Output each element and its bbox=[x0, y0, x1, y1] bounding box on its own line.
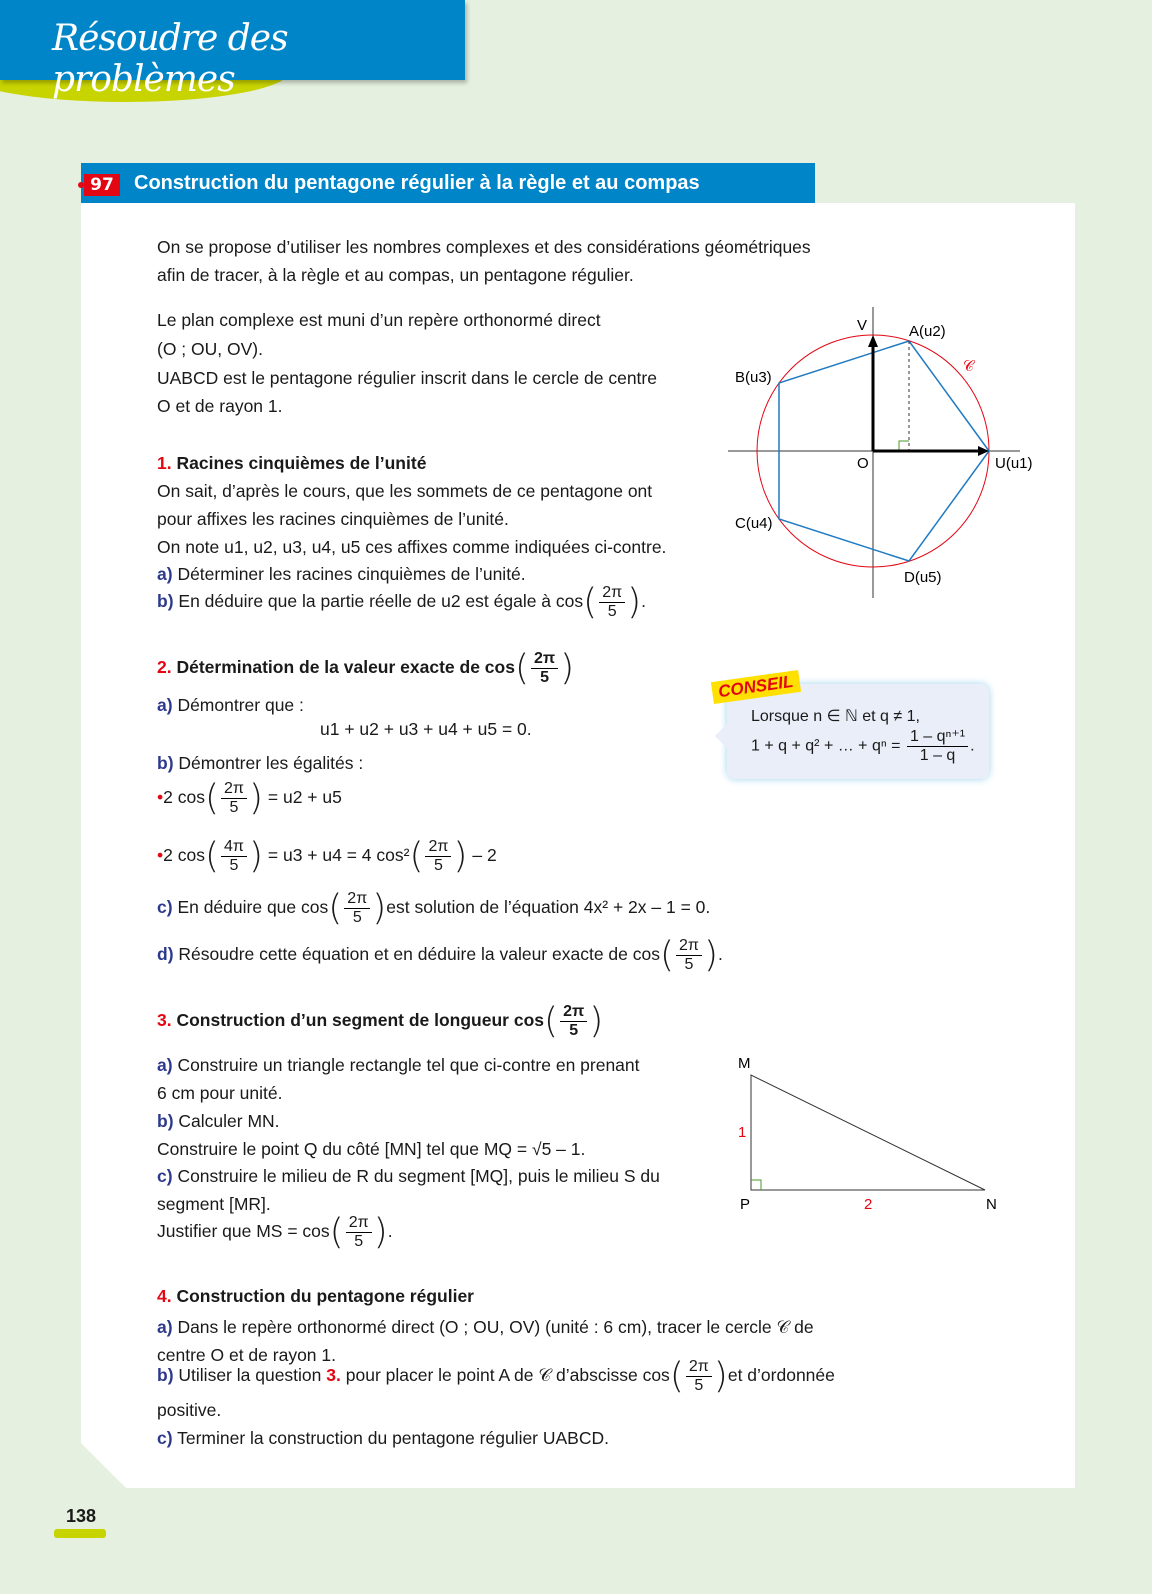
text-segment: 5 bbox=[540, 669, 550, 686]
fraction bbox=[425, 838, 451, 875]
text-segment: 2π bbox=[676, 937, 702, 956]
triangle-figure bbox=[738, 1055, 997, 1213]
q1-title: Racines cinquièmes de l’unité bbox=[176, 453, 427, 473]
text-segment bbox=[157, 1000, 604, 1042]
text-segment: 1 + q + q² + … + qⁿ = $\frac{\text{1 – qⁿ⁺¹}}{1 - q}$ . bbox=[751, 728, 975, 764]
text-segment bbox=[157, 1054, 640, 1076]
q3-title: Construction d’un segment de longueur cos bbox=[176, 1010, 545, 1031]
text-segment: 2π bbox=[221, 780, 247, 799]
right-angle-mark bbox=[751, 1180, 761, 1190]
text-segment bbox=[157, 835, 497, 877]
fraction bbox=[344, 890, 370, 927]
text-segment bbox=[157, 777, 342, 819]
q2-number: 2. bbox=[157, 657, 172, 678]
q2d-label: d) bbox=[157, 944, 174, 965]
intro-line: afin de tracer, à la règle et au compas, un pentagone régulier. bbox=[157, 265, 634, 285]
text-segment bbox=[157, 563, 526, 585]
pentagon-figure bbox=[728, 307, 1033, 598]
section-title: Résoudre des problèmes bbox=[52, 18, 288, 100]
q2c-text: est solution de l’équation 4x² + 2x – 1 = 0. bbox=[386, 897, 711, 918]
text-segment bbox=[157, 752, 363, 774]
text-segment bbox=[157, 1427, 609, 1449]
text-segment: 2π bbox=[599, 584, 625, 603]
text-segment: Justifier que MS = cos bbox=[157, 1221, 330, 1242]
q1-number: 1. bbox=[157, 453, 172, 473]
parenthesis: ( bbox=[514, 647, 530, 689]
label-p: P bbox=[740, 1196, 751, 1213]
text-segment: a) bbox=[157, 1055, 173, 1075]
parenthesis: ( bbox=[204, 835, 220, 877]
q4-title: Construction du pentagone régulier bbox=[176, 1286, 474, 1306]
plan-line: UABCD est le pentagone régulier inscrit dans le cercle de centre bbox=[157, 368, 657, 388]
text-segment: 5 bbox=[684, 956, 694, 973]
plan-line: Le plan complexe est muni d’un repère orthonormé direct bbox=[157, 310, 601, 330]
parenthesis: ( bbox=[328, 887, 343, 929]
text-segment: 5 bbox=[607, 603, 617, 620]
sum-equation: u1 + u2 + u3 + u4 + u5 = 0. bbox=[320, 719, 532, 739]
text-segment: En déduire que cos bbox=[177, 897, 329, 918]
text-segment bbox=[157, 1110, 280, 1132]
fraction bbox=[560, 1003, 587, 1040]
parenthesis: ( bbox=[409, 835, 424, 877]
label-circle: 𝒞 bbox=[963, 358, 974, 375]
text-segment: b) bbox=[157, 1365, 174, 1386]
exercise-title: Construction du pentagone régulier à la règle et au compas bbox=[134, 172, 700, 194]
parenthesis: ) bbox=[372, 887, 387, 929]
text-segment: 2π bbox=[560, 1003, 587, 1022]
arrow-v-icon bbox=[868, 335, 878, 347]
fraction bbox=[531, 650, 558, 687]
q2a-label: a) bbox=[157, 695, 173, 715]
label-n: N bbox=[986, 1196, 997, 1213]
parenthesis: ( bbox=[329, 1211, 344, 1253]
text-segment: 5 bbox=[229, 799, 239, 816]
fraction bbox=[676, 937, 702, 974]
q2b-text: Démontrer les égalités : bbox=[178, 753, 364, 773]
parenthesis: ) bbox=[703, 934, 719, 976]
parenthesis: ) bbox=[589, 1000, 604, 1042]
text-segment: Justifier que MS = cos( $\frac{2\pi}{5}$ ). bbox=[157, 1211, 393, 1253]
text-segment: pour placer le point A de 𝒞 d’abscisse cos bbox=[345, 1365, 670, 1386]
parenthesis: ( bbox=[583, 581, 598, 623]
text-segment: 5 bbox=[229, 857, 239, 874]
parenthesis: ( bbox=[544, 1000, 559, 1042]
q3a-text: Construire un triangle rectangle tel que ci-contre en prenant bbox=[177, 1055, 640, 1075]
equality-1: = u2 + u5 bbox=[267, 787, 342, 808]
q3c-text: Construire le milieu de R du segment [MQ], puis le milieu S du bbox=[177, 1166, 660, 1186]
text-segment: 6 cm pour unité. bbox=[157, 1083, 283, 1103]
text-segment: positive. bbox=[157, 1400, 222, 1420]
label-o: O bbox=[857, 455, 869, 472]
plan-line: (O ; OU, OV). bbox=[157, 339, 263, 359]
section-header bbox=[0, 0, 465, 100]
text-segment: 5 bbox=[569, 1022, 579, 1039]
text-segment: 5 bbox=[434, 857, 443, 874]
page-number-underline bbox=[54, 1529, 106, 1538]
parenthesis: ( bbox=[659, 934, 675, 976]
parenthesis: ) bbox=[373, 1211, 388, 1253]
text-segment: 2π bbox=[344, 890, 370, 909]
intro-line: On se propose d’utiliser les nombres complexes et des considérations géométriques bbox=[157, 237, 811, 257]
q3-number: 3. bbox=[157, 1010, 172, 1031]
text-segment: • bbox=[157, 845, 164, 866]
text-segment bbox=[157, 1285, 474, 1307]
q2c-label: c) bbox=[157, 897, 173, 918]
text-segment: 2π bbox=[425, 838, 451, 857]
parenthesis: ) bbox=[453, 835, 468, 877]
text-segment bbox=[157, 647, 575, 689]
fraction bbox=[221, 780, 247, 817]
parenthesis: ( bbox=[669, 1355, 684, 1397]
parenthesis: ) bbox=[713, 1355, 728, 1397]
text-segment: Construire le point Q du côté [MN] tel que MQ = √5 – 1. bbox=[157, 1139, 586, 1159]
text-segment: centre O et de rayon 1. bbox=[157, 1345, 336, 1365]
q2-title: Détermination de la valeur exacte de cos bbox=[176, 657, 515, 678]
parenthesis: ) bbox=[560, 647, 575, 689]
parenthesis: ) bbox=[627, 581, 642, 623]
label-d: D(u5) bbox=[904, 569, 942, 586]
text-segment: 4π bbox=[221, 838, 247, 857]
text-segment bbox=[157, 694, 304, 716]
text-segment: d) Résoudre cette équation et en déduire la valeur exacte de cos( $\frac{2\pi}{5}$ ). bbox=[157, 934, 723, 976]
q4-number: 4. bbox=[157, 1286, 172, 1306]
label-m: M bbox=[738, 1055, 751, 1072]
fraction bbox=[686, 1358, 712, 1395]
q4a-text: Dans le repère orthonormé direct (O ; OU, OV) (unité : 6 cm), tracer le cercle 𝒞 de bbox=[177, 1317, 814, 1337]
text-segment: 2π bbox=[346, 1214, 372, 1233]
page-number: 138 bbox=[66, 1506, 97, 1526]
text-segment: 2 cos bbox=[163, 845, 205, 866]
tip-box bbox=[727, 684, 989, 779]
text-segment: 5 bbox=[694, 1377, 704, 1394]
text-segment: Utiliser la question bbox=[178, 1365, 322, 1386]
text-segment: et d’ordonnée bbox=[727, 1365, 835, 1386]
exercise-number: 97 bbox=[84, 174, 120, 196]
text-segment bbox=[157, 1316, 814, 1338]
text-segment: • bbox=[157, 787, 164, 808]
text-segment: 1 – qⁿ⁺¹ bbox=[907, 728, 968, 747]
text-segment: 2π bbox=[531, 650, 558, 669]
q1-line: On sait, d’après le cours, que les sommets de ce pentagone ont bbox=[157, 481, 653, 501]
text-segment bbox=[157, 887, 711, 929]
label-u: U(u1) bbox=[995, 455, 1033, 472]
q3b-text: Calculer MN. bbox=[178, 1111, 280, 1131]
text-segment: segment [MR]. bbox=[157, 1194, 271, 1214]
label-c: C(u4) bbox=[735, 515, 773, 532]
q1a-label: a) bbox=[157, 564, 173, 584]
parenthesis: ) bbox=[248, 835, 263, 877]
text-segment: b) bbox=[157, 1111, 174, 1131]
text-segment bbox=[157, 452, 426, 474]
q4c-text: Terminer la construction du pentagone régulier UABCD. bbox=[177, 1428, 609, 1448]
fraction bbox=[346, 1214, 372, 1251]
fraction bbox=[907, 728, 968, 765]
q1-line: On note u1, u2, u3, u4, u5 ces affixes comme indiquées ci-contre. bbox=[157, 537, 667, 557]
fraction bbox=[599, 584, 625, 621]
text-segment bbox=[157, 1165, 660, 1187]
tip-formula: 1 + q + q² + … + qⁿ = bbox=[751, 737, 901, 755]
text-segment: b) En déduire que la partie réelle de u2 est égale à cos( $\frac{2\pi}{5}$ ). bbox=[157, 581, 647, 623]
plan-line: O et de rayon 1. bbox=[157, 396, 283, 416]
text-segment: 2 cos bbox=[163, 787, 205, 808]
text-segment: 5 bbox=[354, 1233, 364, 1250]
text-segment: c) bbox=[157, 1166, 173, 1186]
tip-tag: CONSEIL bbox=[711, 670, 801, 704]
text-segment: 5 bbox=[352, 909, 362, 926]
fraction bbox=[221, 838, 247, 875]
tip-line: Lorsque n ∈ ℕ et q ≠ 1, bbox=[751, 708, 920, 725]
text-segment: 3. bbox=[326, 1365, 341, 1386]
q1a-text: Déterminer les racines cinquièmes de l’unité. bbox=[177, 564, 526, 584]
text-segment bbox=[751, 1075, 985, 1190]
text-segment: 1 – q bbox=[919, 747, 956, 764]
text-segment: a) bbox=[157, 1317, 173, 1337]
q2a-text: Démontrer que : bbox=[177, 695, 304, 715]
label-b: B(u3) bbox=[735, 369, 772, 386]
label-a: A(u2) bbox=[909, 323, 946, 340]
q1b-label: b) bbox=[157, 591, 174, 612]
q1b-text: En déduire que la partie réelle de u2 est égale à cos bbox=[178, 591, 584, 612]
text-segment: – 2 bbox=[472, 845, 497, 866]
q2d-text: Résoudre cette équation et en déduire la valeur exacte de cos bbox=[178, 944, 660, 965]
parenthesis: ) bbox=[248, 777, 263, 819]
parenthesis: ( bbox=[204, 777, 220, 819]
q2b-label: b) bbox=[157, 753, 174, 773]
text-segment: 2π bbox=[686, 1358, 712, 1377]
label-side-mp: 1 bbox=[738, 1124, 747, 1141]
text-segment: c) bbox=[157, 1428, 173, 1448]
label-v: V bbox=[857, 317, 868, 334]
equality-2: = u3 + u4 = 4 cos² bbox=[267, 845, 410, 866]
label-side-pn: 2 bbox=[864, 1196, 873, 1213]
q1-line: pour affixes les racines cinquièmes de l’unité. bbox=[157, 509, 509, 529]
